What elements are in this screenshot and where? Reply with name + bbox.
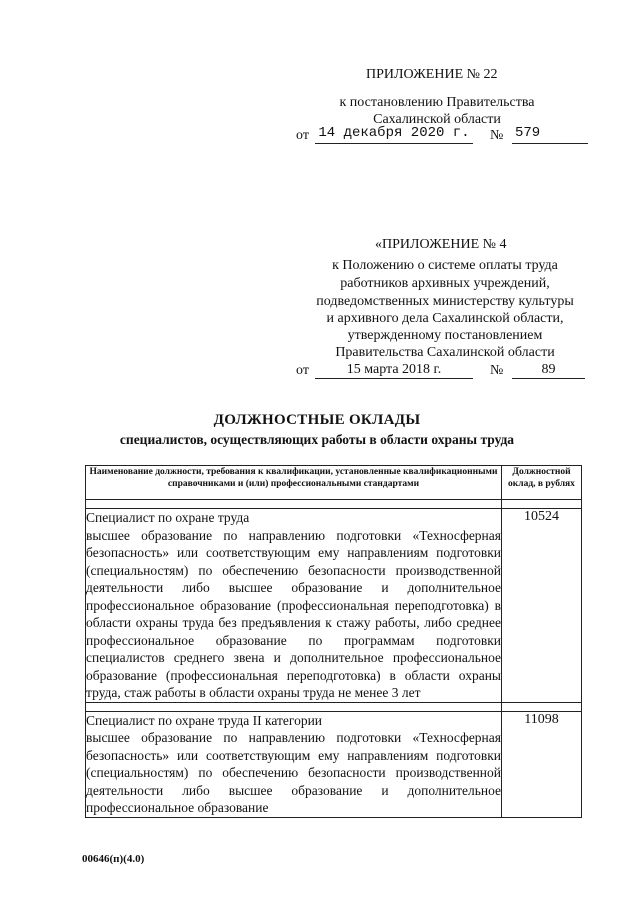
salary-table: [85, 465, 582, 818]
amended-line-6: Правительства Сахалинской области: [335, 345, 555, 360]
position-requirements: высшее образование по направлению подготовки «Техносферная безопасность» или соответствующим ему направлениям подготовки (специальностям) по обеспечению безопасности производственной деятельности либо высшее образование и дополнительное профессиональное образование (профессиональная переподготовка) в области охраны труда без предъявления к стажу работы, либо среднее профессиональное образование по программам подготовки специалистов среднего звена и дополнительное профессиональное образование (профессиональная переподготовка) в области охраны труда, стаж работы в области охраны труда не менее 3 лет: [86, 527, 501, 700]
document-code: 00646(п)(4.0): [82, 853, 145, 865]
table-row: [86, 509, 582, 703]
appendix-line-2: Сахалинской области: [373, 112, 501, 127]
appendix-date: 14 декабря 2020 г.: [315, 125, 473, 144]
position-cell: [86, 509, 502, 703]
position-name: Специалист по охране труда: [86, 510, 250, 525]
appendix-line-1: к постановлению Правительства: [339, 95, 535, 110]
amended-number: 89: [512, 361, 585, 379]
salary-value: 10524: [502, 509, 582, 703]
appendix-from-label: от: [296, 128, 309, 143]
appendix-number-label: №: [490, 128, 504, 143]
table-row: [86, 711, 582, 817]
salary-value: 11098: [502, 711, 582, 817]
amended-line-3: подведомственных министерству культуры: [316, 294, 574, 309]
amended-appendix-title: «ПРИЛОЖЕНИЕ № 4: [375, 237, 507, 252]
page-subtitle: специалистов, осуществляющих работы в области охраны труда: [119, 432, 515, 447]
amended-number-label: №: [490, 363, 504, 378]
amended-line-1: к Положению о системе оплаты труда: [332, 258, 558, 273]
page-title: ДОЛЖНОСТНЫЕ ОКЛАДЫ: [213, 412, 421, 428]
position-requirements: высшее образование по направлению подготовки «Техносферная безопасность» или соответствующим ему направлениям подготовки (специальностям) по обеспечению безопасности производственной деятельности либо высшее образование и дополнительное профессиональное образование: [86, 730, 501, 815]
table-spacer: [86, 702, 582, 711]
table-header-row: [86, 466, 582, 500]
amended-from-label: от: [296, 363, 309, 378]
column-header-position: Наименование должности, требования к квалификации, установленные квалификационными справочниками и (или) профессиональными стандартами: [86, 466, 502, 500]
amended-line-5: утвержденному постановлением: [347, 328, 543, 343]
appendix-number: 579: [512, 125, 588, 144]
column-header-salary: Должностной оклад, в рублях: [502, 466, 582, 500]
position-cell: [86, 711, 502, 817]
table-spacer: [86, 500, 582, 509]
position-name: Специалист по охране труда II категории: [86, 712, 323, 728]
amended-date: 15 марта 2018 г.: [315, 361, 473, 379]
appendix-title: ПРИЛОЖЕНИЕ № 22: [366, 67, 498, 82]
amended-line-2: работников архивных учреждений,: [340, 276, 550, 291]
amended-line-4: и архивного дела Сахалинской области,: [326, 311, 564, 326]
